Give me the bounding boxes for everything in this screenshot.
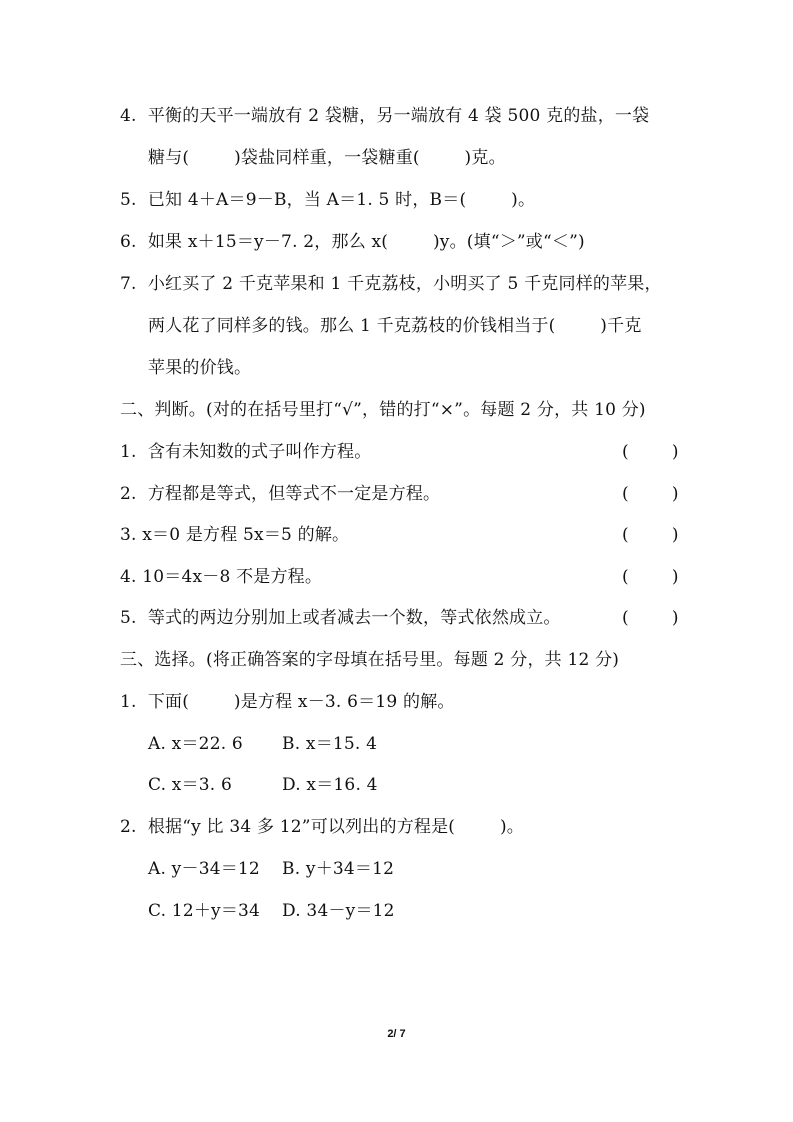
judge-item-5: 5. 等式的两边分别加上或者减去一个数，等式依然成立。 <box>120 608 561 628</box>
question-7-line-2: 两人花了同样多的钱。那么 1 千克荔枝的价钱相当于( )千克 <box>148 316 642 336</box>
judge-item-4-answer-blank[interactable]: ( ) <box>622 567 679 587</box>
question-4-line-2: 糖与( )袋盐同样重，一袋糖重( )克。 <box>148 148 506 168</box>
choice-2-option-b: B. y＋34＝12 <box>282 859 395 879</box>
judge-item-4: 4. 10＝4x－8 不是方程。 <box>120 567 323 587</box>
judge-item-1-answer-blank[interactable]: ( ) <box>622 442 679 462</box>
judge-item-3: 3. x＝0 是方程 5x＝5 的解。 <box>120 525 350 545</box>
judge-item-3-answer-blank[interactable]: ( ) <box>622 525 679 545</box>
choice-1-option-d: D. x＝16. 4 <box>282 775 378 795</box>
question-7-line-1: 7. 小红买了 2 千克苹果和 1 千克荔枝，小明买了 5 千克同样的苹果， <box>120 274 662 294</box>
choice-question-1: 1. 下面( )是方程 x－3. 6＝19 的解。 <box>120 692 455 712</box>
judge-item-2: 2. 方程都是等式，但等式不一定是方程。 <box>120 484 441 504</box>
question-6: 6. 如果 x＋15＝y－7. 2，那么 x( )y。(填“＞”或“＜”) <box>120 232 585 252</box>
question-5: 5. 已知 4＋A＝9－B，当 A＝1. 5 时，B＝( )。 <box>120 190 536 210</box>
judge-item-2-answer-blank[interactable]: ( ) <box>622 484 679 504</box>
section-choice-heading: 三、选择。(将正确答案的字母填在括号里。每题 2 分，共 12 分) <box>120 650 620 670</box>
section-judge-heading: 二、判断。(对的在括号里打“√”，错的打“×”。每题 2 分，共 10 分) <box>120 400 646 420</box>
choice-2-option-a: A. y－34＝12 <box>148 859 260 879</box>
choice-1-option-a: A. x＝22. 6 <box>148 734 243 754</box>
page-number: 2/ 7 <box>387 1028 406 1040</box>
choice-2-option-d: D. 34－y＝12 <box>282 901 395 921</box>
choice-2-option-c: C. 12＋y＝34 <box>148 901 261 921</box>
judge-item-1: 1. 含有未知数的式子叫作方程。 <box>120 442 372 462</box>
question-7-line-3: 苹果的价钱。 <box>148 358 252 378</box>
choice-question-2: 2. 根据“y 比 34 多 12”可以列出的方程是( )。 <box>120 817 524 837</box>
question-4-line-1: 4. 平衡的天平一端放有 2 袋糖，另一端放有 4 袋 500 克的盐，一袋 <box>120 106 650 126</box>
choice-1-option-c: C. x＝3. 6 <box>148 775 233 795</box>
choice-1-option-b: B. x＝15. 4 <box>282 734 378 754</box>
judge-item-5-answer-blank[interactable]: ( ) <box>622 608 679 628</box>
